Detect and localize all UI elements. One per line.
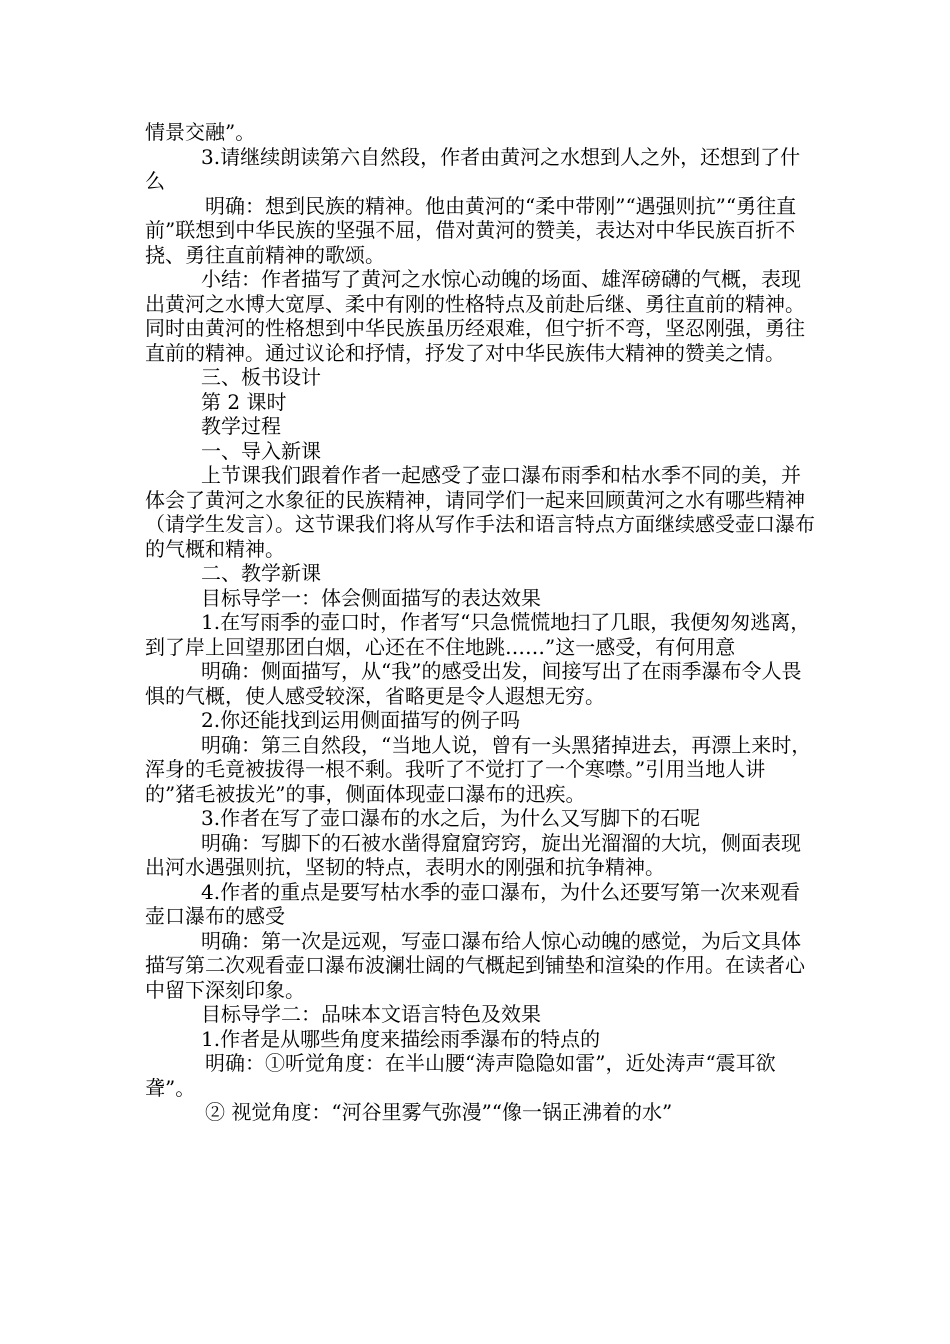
goal-heading: 目标导学二：品味本文语言特色及效果 <box>201 1002 541 1026</box>
paragraph: ② 视觉角度：“河谷里雾气弥漫”“像一锅正沸着的水” <box>205 1100 673 1124</box>
paragraph: 明确：侧面描写，从“我”的感受出发，间接写出了在雨季瀑布令人畏惧的气概，使人感受较深，省略更是令人遐想无穷。 <box>145 659 802 708</box>
goal-heading: 目标导学一：体会侧面描写的表达效果 <box>201 585 541 610</box>
section-heading: 教学过程 <box>201 414 281 438</box>
section-heading: 一、导入新课 <box>201 438 321 463</box>
paragraph: 情景交融”。 <box>145 120 256 144</box>
paragraph: 3.作者在写了壶口瀑布的水之后，为什么又写脚下的石呢 <box>201 806 701 830</box>
lesson-heading: 第 2 课时 <box>201 389 287 414</box>
section-heading: 三、板书设计 <box>201 365 321 389</box>
paragraph: 1.作者是从哪些角度来描绘雨季瀑布的特点的 <box>201 1026 601 1051</box>
paragraph: 2.你还能找到运用侧面描写的例子吗 <box>201 708 521 732</box>
paragraph: 上节课我们跟着作者一起感受了壶口瀑布雨季和枯水季不同的美，并体会了黄河之水象征的民族精神，请同学们一起来回顾黄河之水有哪些精神（请学生发言）。这节课我们将从写作手法和语言特点方面继续感受壶口瀑布的气概和精神。 <box>145 463 815 561</box>
paragraph: 1.在写雨季的壶口时，作者写“只急慌慌地扫了几眼，我便匆匆逃离，到了岸上回望那团白烟，心还在不住地跳……”这一感受，有何用意 <box>145 610 811 659</box>
paragraph: 明确：写脚下的石被水凿得窟窟窍窍，旋出光溜溜的大坑，侧面表现出河水遇强则抗，坚韧的特点，表明水的刚强和抗争精神。 <box>145 830 801 879</box>
paragraph: 3.请继续朗读第六自然段，作者由黄河之水想到人之外，还想到了什么 <box>145 144 801 193</box>
paragraph: 小结：作者描写了黄河之水惊心动魄的场面、雄浑磅礴的气概，表现出黄河之水博大宽厚、柔中有刚的性格特点及前赴后继、勇往直前的精神。同时由黄河的性格想到中华民族虽历经艰难，但宁折不弯，坚忍刚强，勇往直前的精神。通过议论和抒情，抒发了对中华民族伟大精神的赞美之情。 <box>145 267 805 365</box>
section-heading: 二、教学新课 <box>201 561 321 585</box>
paragraph: 明确：想到民族的精神。他由黄河的“柔中带刚”“遇强则抗”“勇往直前”联想到中华民族的坚强不屈，借对黄河的赞美，表达对中华民族百折不挠、勇往直前精神的歌颂。 <box>145 193 797 267</box>
paragraph: 明确：①听觉角度：在半山腰“涛声隐隐如雷”，近处涛声“震耳欲聋”。 <box>145 1051 776 1100</box>
paragraph: 4.作者的重点是要写枯水季的壶口瀑布，为什么还要写第一次来观看壶口瀑布的感受 <box>145 879 801 928</box>
paragraph: 明确：第一次是远观，写壶口瀑布给人惊心动魄的感觉，为后文具体描写第二次观看壶口瀑布波澜壮阔的气概起到铺垫和渲染的作用。在读者心中留下深刻印象。 <box>145 928 805 1002</box>
paragraph: 明确：第三自然段，“当地人说，曾有一头黑猪掉进去，再漂上来时，浑身的毛竟被拔得一根不剩。我听了不觉打了一个寒噤。”引用当地人讲的”猪毛被拔光”的事，侧面体现壶口瀑布的迅疾。 <box>145 732 812 806</box>
